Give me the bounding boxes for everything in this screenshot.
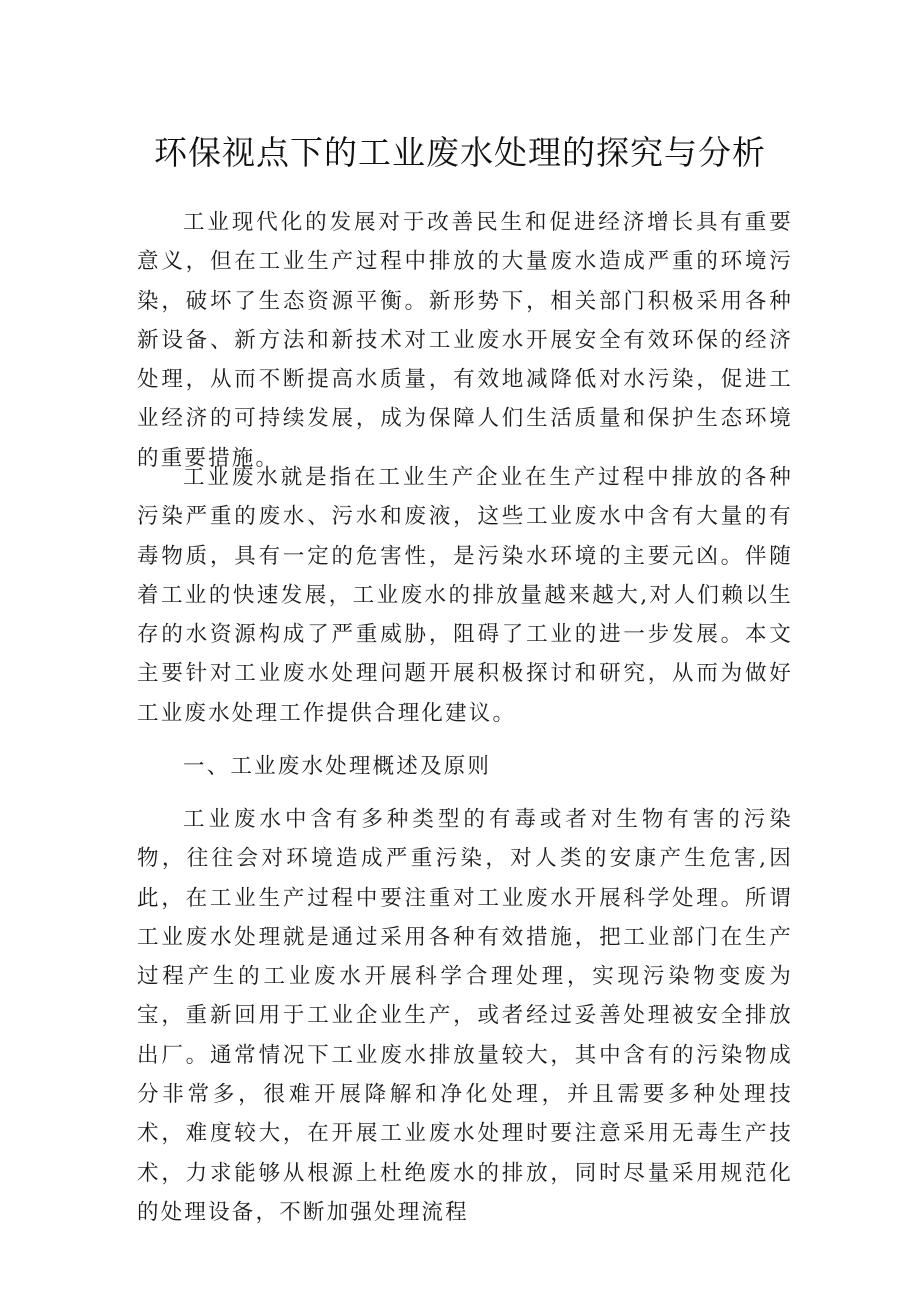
page-title: 环保视点下的工业废水处理的探究与分析	[154, 133, 766, 172]
section-paragraph: 工业废水中含有多种类型的有毒或者对生物有害的污染物，往往会对环境造成严重污染，对人类的安康产生危害,因此，在工业生产过程中要注重对工业废水开展科学处理。所谓工业废水处理就是通过采用各种有效措施，把工业部门在生产过程产生的工业废水开展科学合理处理，实现污染物变废为宝，重新回用于工业企业生产，或者经过妥善处理被安全排放出厂。通常情况下工业废水排放量较大，其中含有的污染物成分非常多，很难开展降解和净化处理，并且需要多种处理技术，难度较大，在开展工业废水处理时要注意采用无毒生产技术，力求能够从根源上杜绝废水的排放，同时尽量采用规范化的处理设备，不断加强处理流程	[137, 807, 793, 1225]
intro-paragraph-1: 工业现代化的发展对于改善民生和促进经济增长具有重要意义，但在工业生产过程中排放的大量废水造成严重的环境污染，破坏了生态资源平衡。新形势下，相关部门积极采用各种新设备、新方法和新技术对工业废水开展安全有效环保的经济处理，从而不断提高水质量，有效地减降低对水污染，促进工业经济的可持续发展，成为保障人们生活质量和保护生态环境的重要措施。	[137, 210, 793, 471]
intro-paragraph-2: 工业废水就是指在工业生产企业在生产过程中排放的各种污染严重的废水、污水和废液，这些工业废水中含有大量的有毒物质，具有一定的危害性，是污染水环境的主要元凶。伴随着工业的快速发展，工业废水的排放量越来越大,对人们赖以生存的水资源构成了严重威胁，阻碍了工业的进一步发展。本文主要针对工业废水处理问题开展积极探讨和研究，从而为做好工业废水处理工作提供合理化建议。	[137, 465, 793, 726]
section-heading: 一、工业废水处理概述及原则	[183, 754, 492, 779]
